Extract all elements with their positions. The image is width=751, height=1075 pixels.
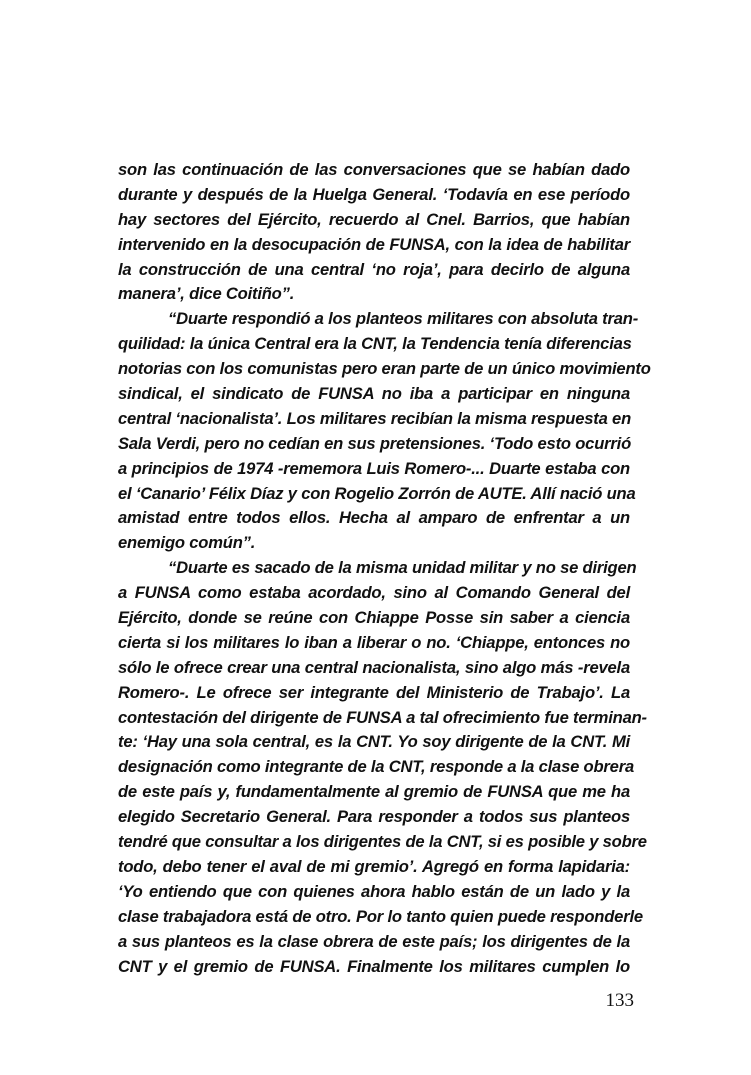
text-line: durante y después de la Huelga General. ‘Todavía en ese período	[118, 184, 630, 204]
text-line: clase trabajadora está de otro. Por lo tanto quien puede responderle	[118, 906, 643, 926]
text-line: hay sectores del Ejército, recuerdo al Cnel. Barrios, que habían	[118, 209, 630, 229]
paragraph	[118, 307, 651, 556]
text-line: de este país y, fundamentalmente al gremio de FUNSA que me ha	[118, 782, 630, 802]
text-line: “Duarte respondió a los planteos militares con absoluta tran-	[168, 309, 639, 329]
body-text	[118, 158, 651, 979]
paragraph	[118, 158, 630, 307]
text-line: cierta si los militares lo iban a liberar o no. ‘Chiappe, entonces no	[118, 632, 630, 652]
text-line: intervenido en la desocupación de FUNSA, con la idea de habilitar	[118, 234, 630, 254]
text-line: a principios de 1974 -rememora Luis Romero-... Duarte estaba con	[118, 458, 630, 478]
text-line: contestación del dirigente de FUNSA a tal ofrecimiento fue terminan-	[118, 707, 647, 727]
text-line: elegido Secretario General. Para responder a todos sus planteos	[118, 807, 630, 827]
text-line: manera’, dice Coitiño”.	[118, 284, 295, 304]
text-line: “Duarte es sacado de la misma unidad militar y no se dirigen	[168, 558, 637, 578]
text-line: Romero-. Le ofrece ser integrante del Ministerio de Trabajo’. La	[118, 682, 630, 702]
text-line: Sala Verdi, pero no cedían en sus pretensiones. ‘Todo esto ocurrió	[118, 433, 632, 453]
text-line: enemigo común”.	[118, 533, 256, 553]
text-line: amistad entre todos ellos. Hecha al amparo de enfrentar a un	[118, 508, 630, 528]
text-line: a FUNSA como estaba acordado, sino al Comando General del	[118, 583, 630, 603]
text-line: el ‘Canario’ Félix Díaz y con Rogelio Zorrón de AUTE. Allí nació una	[118, 483, 636, 503]
text-line: tendré que consultar a los dirigentes de la CNT, si es posible y sobre	[118, 832, 647, 852]
text-line: todo, debo tener el aval de mi gremio’. Agregó en forma lapidaria:	[118, 856, 630, 876]
text-line: a sus planteos es la clase obrera de este país; los dirigentes de la	[118, 931, 630, 951]
text-line: son las continuación de las conversaciones que se habían dado	[118, 160, 630, 179]
text-line: notorias con los comunistas pero eran parte de un único movimiento	[118, 359, 651, 379]
text-line: sindical, el sindicato de FUNSA no iba a participar en ninguna	[118, 384, 630, 404]
paragraph	[118, 556, 647, 979]
page-number: 133	[605, 990, 634, 1011]
text-line: la construcción de una central ‘no roja’, para decirlo de alguna	[118, 259, 630, 279]
text-line: quilidad: la única Central era la CNT, la Tendencia tenía diferencias	[118, 334, 632, 354]
text-line: te: ‘Hay una sola central, es la CNT. Yo soy dirigente de la CNT. Mi	[118, 732, 630, 752]
text-line: designación como integrante de la CNT, responde a la clase obrera	[118, 757, 634, 777]
text-line: sólo le ofrece crear una central nacionalista, sino algo más -revela	[118, 657, 630, 677]
text-line: CNT y el gremio de FUNSA. Finalmente los militares cumplen lo	[118, 956, 630, 976]
text-line: central ‘nacionalista’. Los militares recibían la misma respuesta en	[118, 408, 632, 428]
text-line: ‘Yo entiendo que con quienes ahora hablo están de un lado y la	[118, 881, 630, 901]
text-line: Ejército, donde se reúne con Chiappe Posse sin saber a ciencia	[118, 608, 630, 628]
